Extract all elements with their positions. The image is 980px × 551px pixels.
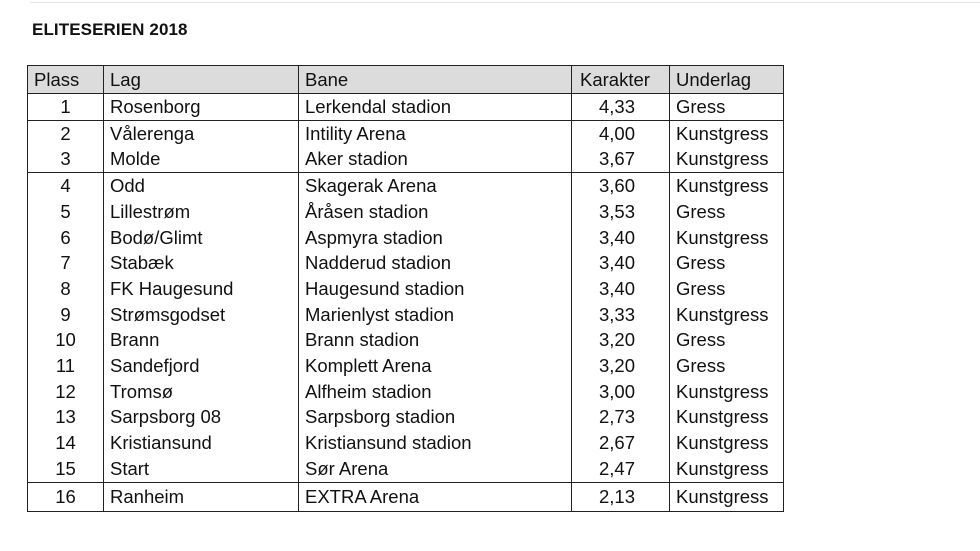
table-row xyxy=(28,199,784,225)
cell-karakter: 4,33 xyxy=(572,94,670,121)
cell-underlag: Gress xyxy=(670,250,784,276)
cell-plass: 1 xyxy=(28,94,104,121)
cell-plass: 13 xyxy=(28,404,104,430)
cell-karakter: 3,40 xyxy=(572,225,670,251)
cell-bane: Aspmyra stadion xyxy=(299,225,572,251)
table-row xyxy=(28,146,784,172)
cell-plass: 11 xyxy=(28,353,104,379)
cell-karakter: 2,13 xyxy=(572,482,670,511)
top-divider xyxy=(30,2,980,3)
table-header xyxy=(28,66,784,94)
cell-bane: Lerkendal stadion xyxy=(299,94,572,121)
cell-plass: 5 xyxy=(28,199,104,225)
cell-underlag: Gress xyxy=(670,327,784,353)
cell-lag: Bodø/Glimt xyxy=(104,225,299,251)
cell-plass: 16 xyxy=(28,482,104,511)
cell-lag: Sandefjord xyxy=(104,353,299,379)
cell-underlag: Gress xyxy=(670,276,784,302)
table-row xyxy=(28,456,784,482)
cell-karakter: 3,67 xyxy=(572,146,670,172)
table-row xyxy=(28,430,784,456)
cell-lag: Start xyxy=(104,456,299,482)
cell-karakter: 2,67 xyxy=(572,430,670,456)
cell-lag: Sarpsborg 08 xyxy=(104,404,299,430)
cell-underlag: Kunstgress xyxy=(670,404,784,430)
cell-lag: Lillestrøm xyxy=(104,199,299,225)
table-body xyxy=(28,94,784,512)
cell-plass: 9 xyxy=(28,302,104,328)
cell-plass: 10 xyxy=(28,327,104,353)
league-table xyxy=(27,65,784,512)
cell-underlag: Kunstgress xyxy=(670,456,784,482)
table-row xyxy=(28,250,784,276)
cell-lag: Ranheim xyxy=(104,482,299,511)
table-row xyxy=(28,327,784,353)
cell-plass: 2 xyxy=(28,120,104,146)
cell-bane: EXTRA Arena xyxy=(299,482,572,511)
cell-lag: Kristiansund xyxy=(104,430,299,456)
table-row xyxy=(28,276,784,302)
cell-underlag: Gress xyxy=(670,199,784,225)
cell-karakter: 2,47 xyxy=(572,456,670,482)
table-row xyxy=(28,173,784,199)
cell-bane: Sør Arena xyxy=(299,456,572,482)
cell-bane: Brann stadion xyxy=(299,327,572,353)
cell-bane: Skagerak Arena xyxy=(299,173,572,199)
cell-karakter: 3,00 xyxy=(572,379,670,405)
table-row xyxy=(28,225,784,251)
cell-bane: Aker stadion xyxy=(299,146,572,172)
cell-bane: Nadderud stadion xyxy=(299,250,572,276)
cell-underlag: Kunstgress xyxy=(670,173,784,199)
cell-bane: Komplett Arena xyxy=(299,353,572,379)
cell-underlag: Kunstgress xyxy=(670,302,784,328)
cell-karakter: 3,40 xyxy=(572,250,670,276)
cell-lag: Odd xyxy=(104,173,299,199)
cell-lag: Vålerenga xyxy=(104,120,299,146)
cell-underlag: Gress xyxy=(670,94,784,121)
cell-underlag: Kunstgress xyxy=(670,379,784,405)
table-row xyxy=(28,379,784,405)
cell-lag: FK Haugesund xyxy=(104,276,299,302)
cell-lag: Tromsø xyxy=(104,379,299,405)
cell-lag: Stabæk xyxy=(104,250,299,276)
cell-plass: 8 xyxy=(28,276,104,302)
cell-underlag: Kunstgress xyxy=(670,120,784,146)
cell-lag: Molde xyxy=(104,146,299,172)
cell-karakter: 2,73 xyxy=(572,404,670,430)
table-row xyxy=(28,353,784,379)
column-header-underlag: Underlag xyxy=(670,66,784,94)
table-row xyxy=(28,404,784,430)
cell-bane: Kristiansund stadion xyxy=(299,430,572,456)
cell-karakter: 3,53 xyxy=(572,199,670,225)
table-row xyxy=(28,120,784,146)
column-header-plass: Plass xyxy=(28,66,104,94)
table-row xyxy=(28,482,784,511)
cell-plass: 7 xyxy=(28,250,104,276)
column-header-bane: Bane xyxy=(299,66,572,94)
cell-underlag: Kunstgress xyxy=(670,225,784,251)
cell-plass: 14 xyxy=(28,430,104,456)
page-title: ELITESERIEN 2018 xyxy=(32,20,188,39)
cell-lag: Strømsgodset xyxy=(104,302,299,328)
cell-plass: 15 xyxy=(28,456,104,482)
cell-karakter: 3,60 xyxy=(572,173,670,199)
cell-karakter: 3,20 xyxy=(572,327,670,353)
cell-plass: 3 xyxy=(28,146,104,172)
column-header-karakter: Karakter xyxy=(572,66,670,94)
cell-karakter: 3,20 xyxy=(572,353,670,379)
cell-lag: Brann xyxy=(104,327,299,353)
cell-plass: 12 xyxy=(28,379,104,405)
cell-bane: Haugesund stadion xyxy=(299,276,572,302)
cell-karakter: 3,40 xyxy=(572,276,670,302)
column-header-lag: Lag xyxy=(104,66,299,94)
table-row xyxy=(28,94,784,121)
cell-underlag: Kunstgress xyxy=(670,146,784,172)
cell-underlag: Kunstgress xyxy=(670,482,784,511)
header-row xyxy=(28,66,784,94)
cell-underlag: Kunstgress xyxy=(670,430,784,456)
cell-plass: 6 xyxy=(28,225,104,251)
cell-underlag: Gress xyxy=(670,353,784,379)
table-row xyxy=(28,302,784,328)
cell-karakter: 4,00 xyxy=(572,120,670,146)
cell-bane: Åråsen stadion xyxy=(299,199,572,225)
cell-bane: Sarpsborg stadion xyxy=(299,404,572,430)
cell-bane: Marienlyst stadion xyxy=(299,302,572,328)
cell-lag: Rosenborg xyxy=(104,94,299,121)
cell-plass: 4 xyxy=(28,173,104,199)
cell-bane: Alfheim stadion xyxy=(299,379,572,405)
cell-karakter: 3,33 xyxy=(572,302,670,328)
cell-bane: Intility Arena xyxy=(299,120,572,146)
